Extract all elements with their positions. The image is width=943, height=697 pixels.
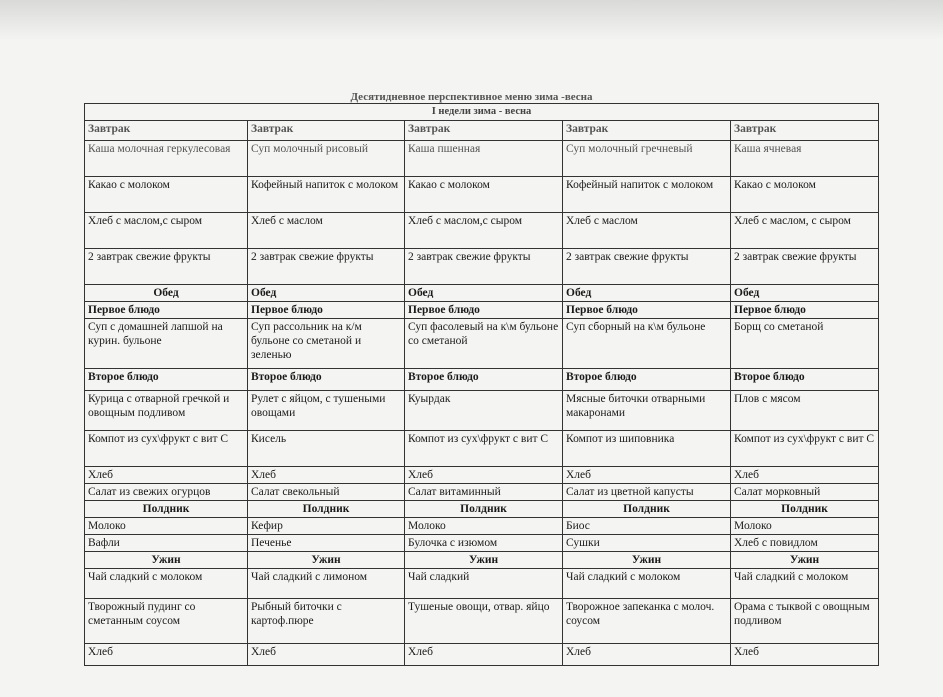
menu-cell: 2 завтрак свежие фрукты <box>731 249 879 285</box>
menu-cell: Обед <box>85 285 248 302</box>
menu-cell: Творожное запеканка с молоч. соусом <box>563 599 731 644</box>
menu-cell: Второе блюдо <box>248 369 405 391</box>
menu-cell: Чай сладкий с молоком <box>85 569 248 599</box>
menu-cell: Полдник <box>731 501 879 518</box>
week-label: I недели зима - весна <box>85 104 879 121</box>
menu-cell: Компот из сух\фрукт с вит С <box>731 431 879 467</box>
menu-cell: Второе блюдо <box>563 369 731 391</box>
document-title: Десятидневное перспективное меню зима -весна <box>350 91 593 103</box>
menu-cell: Обед <box>731 285 879 302</box>
menu-cell: Хлеб <box>731 467 879 484</box>
menu-cell: Молоко <box>405 518 563 535</box>
menu-cell: Первое блюдо <box>563 302 731 319</box>
menu-cell: Молоко <box>85 518 248 535</box>
menu-cell: Завтрак <box>563 121 731 141</box>
menu-cell: Хлеб с маслом <box>563 213 731 249</box>
menu-cell: Хлеб с маслом,с сыром <box>405 213 563 249</box>
menu-cell: 2 завтрак свежие фрукты <box>85 249 248 285</box>
menu-cell: Хлеб <box>405 644 563 666</box>
row-snack-drink <box>85 518 879 535</box>
menu-cell: Завтрак <box>405 121 563 141</box>
menu-cell: Хлеб <box>85 644 248 666</box>
menu-cell: Хлеб с повидлом <box>731 535 879 552</box>
row-drink <box>85 431 879 467</box>
menu-cell: Компот из сух\фрукт с вит С <box>85 431 248 467</box>
menu-cell: Кисель <box>248 431 405 467</box>
row-second-course <box>85 391 879 431</box>
menu-cell: Полдник <box>405 501 563 518</box>
menu-cell: Кофейный напиток с молоком <box>563 177 731 213</box>
menu-cell: Творожный пудинг со сметанным соусом <box>85 599 248 644</box>
menu-cell: Кефир <box>248 518 405 535</box>
menu-cell: Компот из сух\фрукт с вит С <box>405 431 563 467</box>
menu-cell: Какао с молоком <box>405 177 563 213</box>
row-snack-food <box>85 535 879 552</box>
menu-cell: Каша молочная геркулесовая <box>85 141 248 177</box>
row-dinner-main <box>85 599 879 644</box>
menu-cell: Хлеб <box>248 644 405 666</box>
row-first-course-header <box>85 302 879 319</box>
menu-cell: Полдник <box>563 501 731 518</box>
menu-cell: Второе блюдо <box>405 369 563 391</box>
menu-cell: Каша ячневая <box>731 141 879 177</box>
menu-cell: Куырдак <box>405 391 563 431</box>
menu-cell: Мясные биточки отварными макаронами <box>563 391 731 431</box>
row-snack-header <box>85 501 879 518</box>
menu-cell: Салат витаминный <box>405 484 563 501</box>
scan-shadow <box>0 0 943 40</box>
menu-cell: Вафли <box>85 535 248 552</box>
menu-cell: Первое блюдо <box>248 302 405 319</box>
row-breakfast-bread <box>85 213 879 249</box>
menu-cell: Какао с молоком <box>85 177 248 213</box>
menu-cell: Булочка с изюмом <box>405 535 563 552</box>
menu-cell: Каша пшенная <box>405 141 563 177</box>
row-salad <box>85 484 879 501</box>
row-bread <box>85 467 879 484</box>
menu-cell: Салат из цветной капусты <box>563 484 731 501</box>
menu-cell: Биос <box>563 518 731 535</box>
menu-cell: Полдник <box>85 501 248 518</box>
menu-cell: Компот из шиповника <box>563 431 731 467</box>
menu-cell: Хлеб <box>563 467 731 484</box>
row-dinner-tea <box>85 569 879 599</box>
menu-cell: Хлеб <box>405 467 563 484</box>
menu-table <box>84 103 879 666</box>
menu-cell: Салат морковный <box>731 484 879 501</box>
menu-cell: Плов с мясом <box>731 391 879 431</box>
row-dinner-bread <box>85 644 879 666</box>
menu-cell: Молоко <box>731 518 879 535</box>
menu-cell: Ужин <box>563 552 731 569</box>
menu-cell: Тушеные овощи, отвар. яйцо <box>405 599 563 644</box>
menu-cell: Курица с отварной гречкой и овощным подливом <box>85 391 248 431</box>
menu-cell: Чай сладкий с молоком <box>563 569 731 599</box>
row-breakfast-header <box>85 121 879 141</box>
menu-cell: Кофейный напиток с молоком <box>248 177 405 213</box>
menu-cell: Суп фасолевый на к\м бульоне со сметаной <box>405 319 563 369</box>
row-second-breakfast <box>85 249 879 285</box>
menu-cell: 2 завтрак свежие фрукты <box>248 249 405 285</box>
menu-cell: Салат свекольный <box>248 484 405 501</box>
menu-cell: Суп сборный на к\м бульоне <box>563 319 731 369</box>
menu-cell: Хлеб <box>248 467 405 484</box>
menu-cell: Рыбный биточки с картоф.пюре <box>248 599 405 644</box>
menu-cell: Обед <box>405 285 563 302</box>
menu-cell: Ужин <box>248 552 405 569</box>
menu-cell: Чай сладкий <box>405 569 563 599</box>
menu-cell: Борщ со сметаной <box>731 319 879 369</box>
menu-cell: Хлеб с маслом <box>248 213 405 249</box>
menu-cell: Хлеб с маслом,с сыром <box>85 213 248 249</box>
menu-cell: Сушки <box>563 535 731 552</box>
menu-cell: Первое блюдо <box>85 302 248 319</box>
row-first-course <box>85 319 879 369</box>
menu-cell: Суп с домашней лапшой на курин. бульоне <box>85 319 248 369</box>
menu-cell: Орама с тыквой с овощным подливом <box>731 599 879 644</box>
menu-cell: Какао с молоком <box>731 177 879 213</box>
menu-cell: Суп молочный рисовый <box>248 141 405 177</box>
row-lunch-header <box>85 285 879 302</box>
menu-cell: Первое блюдо <box>405 302 563 319</box>
menu-cell: Ужин <box>85 552 248 569</box>
menu-cell: Печенье <box>248 535 405 552</box>
menu-cell: Ужин <box>405 552 563 569</box>
menu-cell: Завтрак <box>85 121 248 141</box>
menu-cell: Первое блюдо <box>731 302 879 319</box>
row-breakfast-drink <box>85 177 879 213</box>
menu-cell: Суп рассольник на к/м бульоне со сметаной и зеленью <box>248 319 405 369</box>
menu-cell: Салат из свежих огурцов <box>85 484 248 501</box>
menu-cell: Хлеб <box>85 467 248 484</box>
menu-cell: Хлеб <box>563 644 731 666</box>
menu-cell: Рулет с яйцом, с тушеными овощами <box>248 391 405 431</box>
menu-cell: Полдник <box>248 501 405 518</box>
menu-cell: Суп молочный гречневый <box>563 141 731 177</box>
menu-cell: Завтрак <box>248 121 405 141</box>
row-breakfast-main <box>85 141 879 177</box>
menu-cell: Обед <box>248 285 405 302</box>
menu-cell: Обед <box>563 285 731 302</box>
menu-cell: Второе блюдо <box>85 369 248 391</box>
row-second-course-header <box>85 369 879 391</box>
menu-cell: Хлеб с маслом, с сыром <box>731 213 879 249</box>
menu-cell: Чай сладкий с лимоном <box>248 569 405 599</box>
menu-cell: Хлеб <box>731 644 879 666</box>
menu-cell: Ужин <box>731 552 879 569</box>
menu-cell: Завтрак <box>731 121 879 141</box>
menu-cell: 2 завтрак свежие фрукты <box>405 249 563 285</box>
menu-cell: Второе блюдо <box>731 369 879 391</box>
menu-cell: 2 завтрак свежие фрукты <box>563 249 731 285</box>
menu-cell: Чай сладкий с молоком <box>731 569 879 599</box>
row-dinner-header <box>85 552 879 569</box>
